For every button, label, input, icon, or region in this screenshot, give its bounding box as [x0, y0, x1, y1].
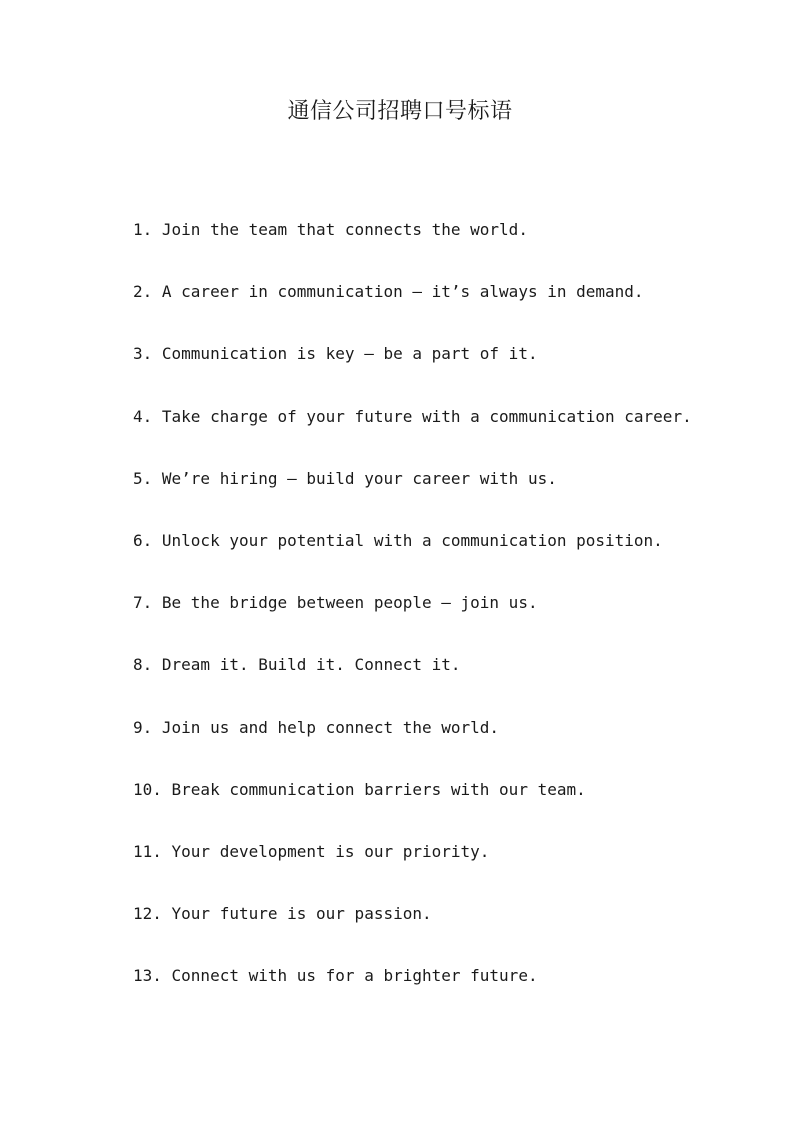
- slogan-item: 9. Join us and help connect the world.: [133, 717, 500, 737]
- slogan-item: 1. Join the team that connects the world.: [133, 220, 528, 239]
- slogan-item: 11. Your development is our priority.: [133, 841, 490, 861]
- slogan-item: 12. Your future is our passion.: [133, 904, 432, 924]
- page-title: 通信公司招聘口号标语: [287, 99, 513, 124]
- slogan-item: 4. Take charge of your future with a communication career.: [133, 406, 692, 426]
- slogan-item: 5. We’re hiring – build your career with us.: [133, 468, 557, 488]
- slogan-list: [133, 216, 692, 1024]
- slogan-item: 13. Connect with us for a brighter future.: [133, 966, 538, 986]
- slogan-item: 10. Break communication barriers with our team.: [133, 779, 586, 799]
- slogan-item: 3. Communication is key – be a part of it.: [133, 344, 538, 364]
- slogan-item: 8. Dream it. Build it. Connect it.: [133, 655, 461, 675]
- slogan-item: 2. A career in communication – it’s always in demand.: [133, 282, 644, 302]
- slogan-item: 7. Be the bridge between people – join us.: [133, 593, 538, 613]
- slogan-item: 6. Unlock your potential with a communication position.: [133, 530, 663, 550]
